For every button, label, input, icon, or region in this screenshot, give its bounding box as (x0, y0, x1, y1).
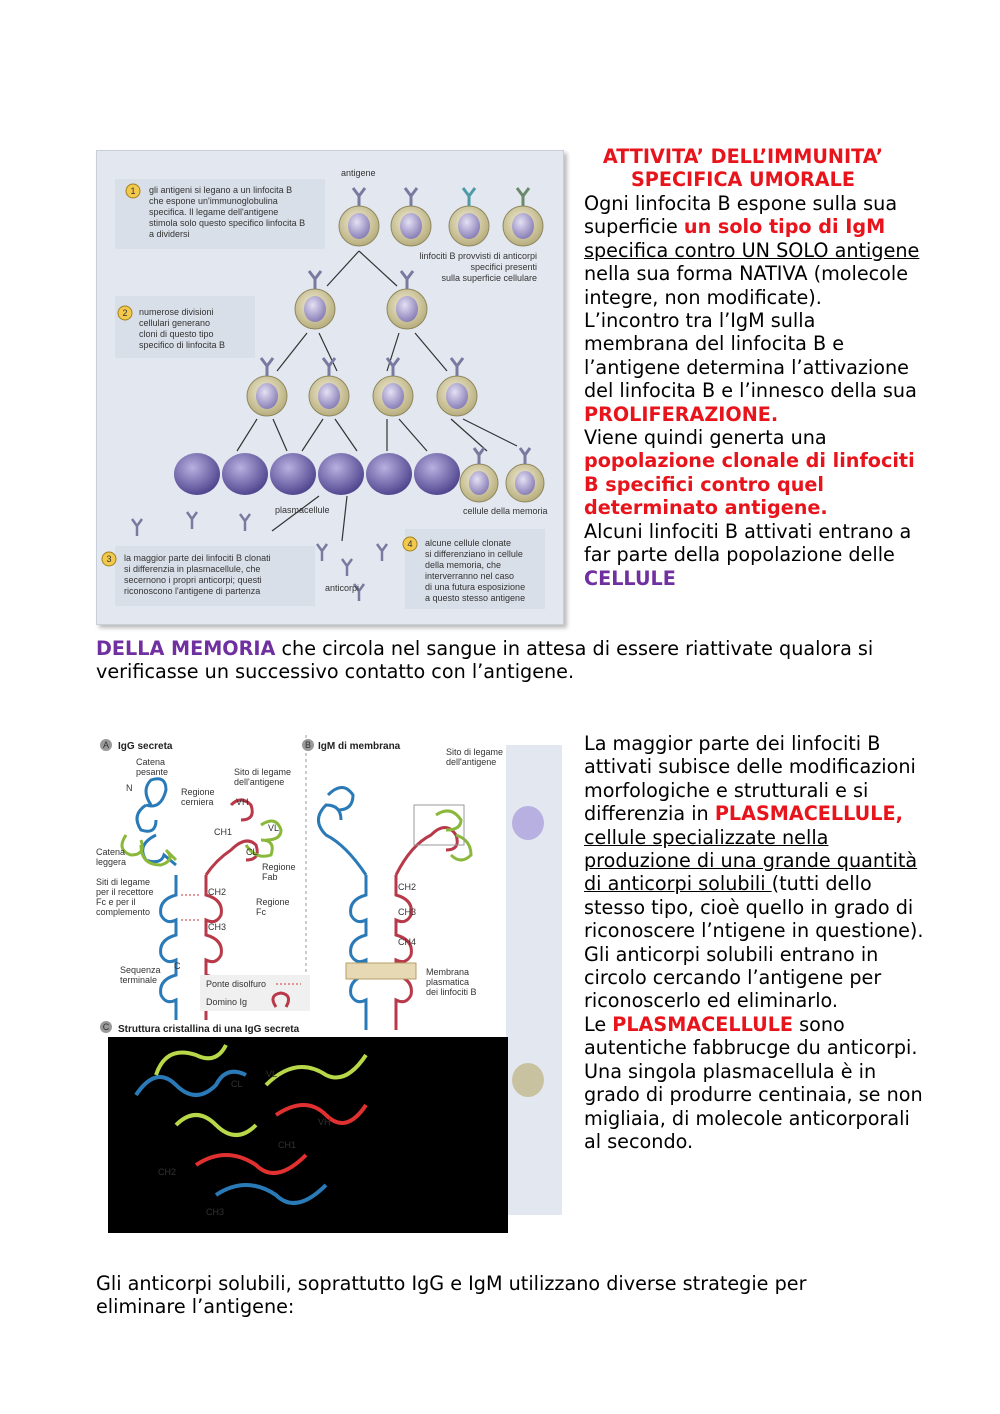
svg-text:plasmatica: plasmatica (426, 977, 470, 987)
paragraph-7: Le PLASMACELLULE sono autentiche fabbrucge du anticorpi. Una singola plasmacellula è in grado di produrre centinaia, se non migliaia, di molecole anticorporali al secondo. (584, 1012, 923, 1153)
svg-text:a dividersi: a dividersi (149, 229, 190, 239)
svg-text:Sito di legame: Sito di legame (446, 747, 504, 757)
arrows-2 (277, 333, 447, 371)
paragraph-3: Viene quindi generta una popolazione clonale di linfociti B specifici contro quel determinato antigene. (584, 426, 915, 520)
svg-text:CH2: CH2 (208, 887, 227, 897)
memory-cell-row (460, 448, 544, 502)
svg-text:VH: VH (318, 1117, 331, 1127)
step3-caption (124, 553, 271, 596)
svg-text:alcune cellule clonate: alcune cellule clonate (425, 538, 512, 548)
svg-text:Fab: Fab (262, 872, 278, 882)
svg-text:2: 2 (122, 308, 128, 318)
svg-text:Sito di legame: Sito di legame (234, 767, 292, 777)
svg-text:Regione: Regione (256, 897, 290, 907)
svg-text:dei linfociti B: dei linfociti B (426, 987, 477, 997)
svg-text:VL: VL (266, 1069, 278, 1079)
legend-ponte: Ponte disolfuro (206, 979, 267, 989)
svg-text:a questo stesso antigene: a questo stesso antigene (425, 593, 526, 603)
svg-text:A: A (102, 740, 110, 750)
svg-text:specifici presenti: specifici presenti (470, 262, 537, 272)
svg-text:Catena: Catena (136, 757, 166, 767)
antibody-structure-figure (96, 735, 562, 1235)
b-cell-row-1 (339, 188, 543, 246)
svg-text:terminale: terminale (120, 975, 158, 985)
svg-text:Sequenza: Sequenza (120, 965, 161, 975)
svg-text:CH1: CH1 (278, 1140, 297, 1150)
svg-text:interverranno nel caso: interverranno nel caso (425, 571, 515, 581)
step4-caption (425, 538, 525, 603)
background-cell-2 (512, 1063, 544, 1097)
svg-text:VH: VH (236, 797, 249, 807)
svg-text:gli antigeni si legano a un li: gli antigeni si legano a un linfocita B (149, 185, 293, 195)
svg-text:secernono i propri anticorpi;: secernono i propri anticorpi; questi (124, 575, 262, 585)
paragraph-5: La maggior parte dei linfociti B attivati subisce delle modificazioni morfologiche e strutturali e si differenzia in PLASMACELLULE, cellule specializzate nella produzione di una grande quantità di anticorpi solubili (tutti dello stesso tipo, cioè quello in grado di riconoscere l’ntigene in questione). (584, 732, 924, 943)
svg-text:si differenzia in plasmacellul: si differenzia in plasmacellule, che (124, 564, 261, 574)
label-plasmacellule: plasmacellule (275, 505, 330, 515)
svg-text:sulla superficie cellulare: sulla superficie cellulare (441, 273, 537, 283)
svg-text:C: C (174, 961, 181, 971)
svg-text:4: 4 (407, 539, 413, 549)
clonal-selection-figure (96, 150, 564, 625)
paragraph-1: Ogni linfocita B espone sulla sua superficie un solo tipo di IgM specifica contro UN SOLO antigene nella sua forma NATIVA (molecole integre, non modificate). (584, 192, 920, 309)
paragraph-4: Alcuni linfociti B attivati entrano a far parte della popolazione delle CELLULE (584, 519, 912, 590)
panel-b-labels (398, 747, 503, 997)
title-line-1: ATTIVITA’ DELL’IMMUNITA’ (602, 145, 884, 168)
background-cell (512, 806, 544, 840)
svg-text:della memoria, che: della memoria, che (425, 560, 502, 570)
panel-a-labels (96, 757, 296, 985)
paragraph-2: L’incontro tra l’IgM sulla membrana del linfocita B e l’antigene determina l’attivazione del linfocita B e l’innesco della sua PROLIFERAZIONE. (584, 309, 917, 426)
membrane-bilayer (346, 963, 416, 979)
antibody-structure-diagram (96, 735, 562, 1235)
svg-text:numerose divisioni: numerose divisioni (139, 307, 214, 317)
paragraph-4-continued: DELLA MEMORIA che circola nel sangue in attesa di essere riattivate qualora si verificasse un successivo contatto con l’antigene. (96, 637, 874, 684)
svg-text:Regione: Regione (262, 862, 296, 872)
b-cell-row-3 (247, 358, 477, 416)
svg-text:N: N (126, 783, 133, 793)
svg-text:VL: VL (268, 823, 280, 833)
svg-text:dell'antigene: dell'antigene (234, 777, 285, 787)
svg-text:CH4: CH4 (398, 937, 417, 947)
plasma-cell-row (174, 453, 460, 495)
svg-text:Fc: Fc (256, 907, 266, 917)
svg-text:CH3: CH3 (398, 907, 417, 917)
svg-text:1: 1 (130, 186, 136, 196)
svg-text:si differenziano in cellule: si differenziano in cellule (425, 549, 523, 559)
section-title (584, 145, 902, 192)
step2-caption (139, 307, 225, 350)
svg-text:CH3: CH3 (206, 1207, 225, 1217)
svg-text:riconoscono l'antigene di part: riconoscono l'antigene di partenza (124, 586, 261, 596)
svg-text:cloni di questo tipo: cloni di questo tipo (139, 329, 214, 339)
svg-text:CH3: CH3 (208, 922, 227, 932)
svg-text:Fc e per il: Fc e per il (96, 897, 136, 907)
svg-text:Catena: Catena (96, 847, 126, 857)
svg-text:CH1: CH1 (214, 827, 233, 837)
svg-text:Membrana: Membrana (426, 967, 470, 977)
svg-text:specifica. Il legame dell'anti: specifica. Il legame dell'antigene (149, 207, 279, 217)
svg-text:cerniera: cerniera (181, 797, 214, 807)
closing-paragraph: Gli anticorpi solubili, soprattutto IgG e IgM utilizzano diverse strategie per eliminare l’antigene: (96, 1272, 807, 1319)
arrows-1 (327, 251, 397, 286)
svg-text:la maggior parte dei linfociti: la maggior parte dei linfociti B clonati (124, 553, 271, 563)
svg-text:CH2: CH2 (158, 1167, 177, 1177)
svg-text:CL: CL (231, 1079, 243, 1089)
svg-text:leggera: leggera (96, 857, 127, 867)
arrows-3 (237, 419, 517, 451)
svg-text:C: C (102, 1022, 110, 1032)
label-linfociti (419, 251, 537, 283)
svg-text:dell'antigene: dell'antigene (446, 757, 497, 767)
panel-c-title: Struttura cristallina di una IgG secreta (118, 1024, 300, 1035)
svg-text:stimola solo questo specifico: stimola solo questo specifico linfocita B (149, 218, 306, 228)
svg-text:Siti di legame: Siti di legame (96, 877, 151, 887)
label-memoria: cellule della memoria (463, 506, 548, 516)
paragraph-6: Gli anticorpi solubili entrano in circolo cercando l’antigene per riconoscerlo ed eliminarlo. (584, 942, 882, 1013)
svg-text:3: 3 (106, 554, 112, 564)
svg-text:specifico di linfocita B: specifico di linfocita B (139, 340, 226, 350)
svg-text:linfociti B provvisti di antic: linfociti B provvisti di anticorpi (419, 251, 537, 261)
svg-text:CH2: CH2 (398, 882, 417, 892)
arrows-4 (272, 496, 347, 541)
section1-column (584, 192, 924, 590)
svg-text:cellulari generano: cellulari generano (139, 318, 211, 328)
svg-text:pesante: pesante (136, 767, 169, 777)
panel-b-title: IgM di membrana (318, 741, 401, 752)
svg-text:Regione: Regione (181, 787, 215, 797)
section2-column (584, 732, 924, 1153)
b-cell-row-2 (295, 271, 427, 329)
label-antigene: antigene (341, 168, 376, 178)
svg-text:di una futura esposizione: di una futura esposizione (425, 582, 526, 592)
title-line-2: SPECIFICA UMORALE (630, 168, 855, 192)
legend-dominio: Domino Ig (206, 997, 248, 1007)
svg-text:per il recettore: per il recettore (96, 887, 154, 897)
label-anticorpi: anticorpi (325, 583, 360, 593)
svg-text:B: B (304, 740, 312, 750)
svg-text:complemento: complemento (96, 907, 151, 917)
svg-text:che espone un'immunoglobulina: che espone un'immunoglobulina (149, 196, 278, 206)
clonal-selection-diagram (97, 151, 563, 624)
panel-a-title: IgG secreta (118, 741, 173, 752)
svg-text:CL: CL (246, 847, 258, 857)
